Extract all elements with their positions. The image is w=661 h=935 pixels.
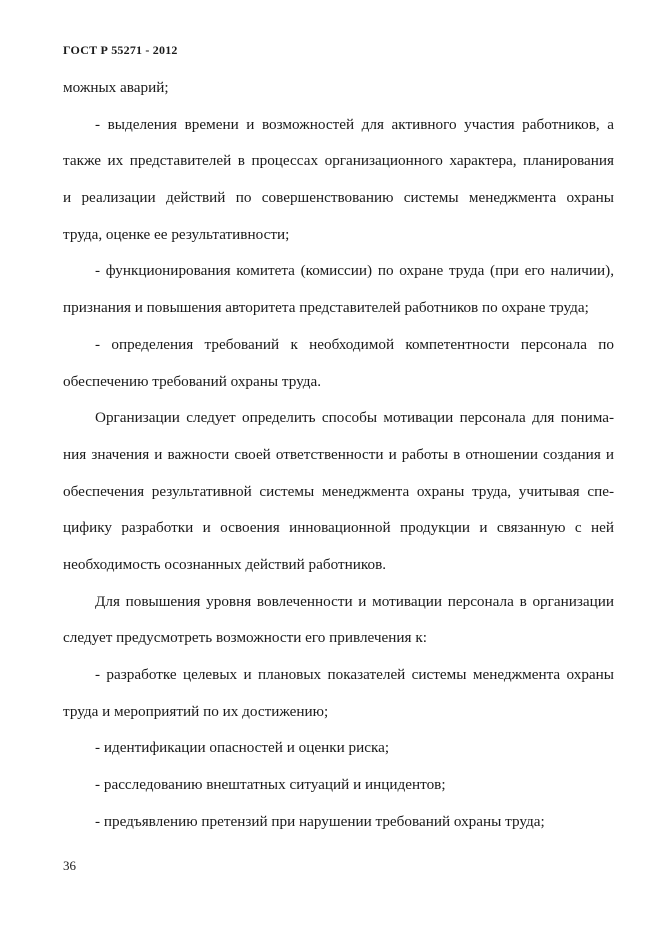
text-line: Организации следует определить способы мотивации персонала для понима- xyxy=(95,409,614,427)
text-line: обеспечения результативной системы менеджмента охраны труда, учитывая спе- xyxy=(63,482,614,500)
text-line: Для повышения уровня вовлеченности и мотивации персонала в организации xyxy=(95,592,614,610)
text-line: также их представителей в процессах организационного характера, планирования xyxy=(63,152,614,170)
text-line: ния значения и важности своей ответственности и работы в отношении создания и xyxy=(63,445,614,463)
text-line: - выделения времени и возможностей для активного участия работников, а xyxy=(95,115,614,133)
text-line: обеспечению требований охраны труда. xyxy=(63,372,322,390)
text-line: можных аварий; xyxy=(63,79,169,96)
text-line: - расследованию внештатных ситуаций и инцидентов; xyxy=(95,776,446,794)
text-line: цифику разработки и освоения инновационной продукции и связанную с ней xyxy=(63,519,614,537)
text-line: труда и мероприятий по их достижению; xyxy=(63,702,329,720)
document-body xyxy=(63,70,614,840)
text-line: следует предусмотреть возможности его привлечения к: xyxy=(63,629,427,647)
text-line: - разработке целевых и плановых показателей системы менеджмента охраны xyxy=(95,666,614,683)
text-line: и реализации действий по совершенствованию системы менеджмента охраны xyxy=(63,189,614,207)
text-line: - определения требований к необходимой компетентности персонала по xyxy=(95,335,614,353)
text-line: признания и повышения авторитета представителей работников по охране труда; xyxy=(63,299,589,317)
text-line: - предъявлению претензий при нарушении требований охраны труда; xyxy=(95,812,545,830)
text-line: труда, оценке ее результативности; xyxy=(63,225,290,243)
page-number: 36 xyxy=(63,858,76,873)
document-code-header: ГОСТ Р 55271 - 2012 xyxy=(63,43,178,57)
text-line: - идентификации опасностей и оценки риска; xyxy=(95,739,390,757)
text-line: - функционирования комитета (комиссии) по охране труда (при его наличии), xyxy=(95,262,614,280)
text-line: необходимость осознанных действий работников. xyxy=(63,555,387,573)
